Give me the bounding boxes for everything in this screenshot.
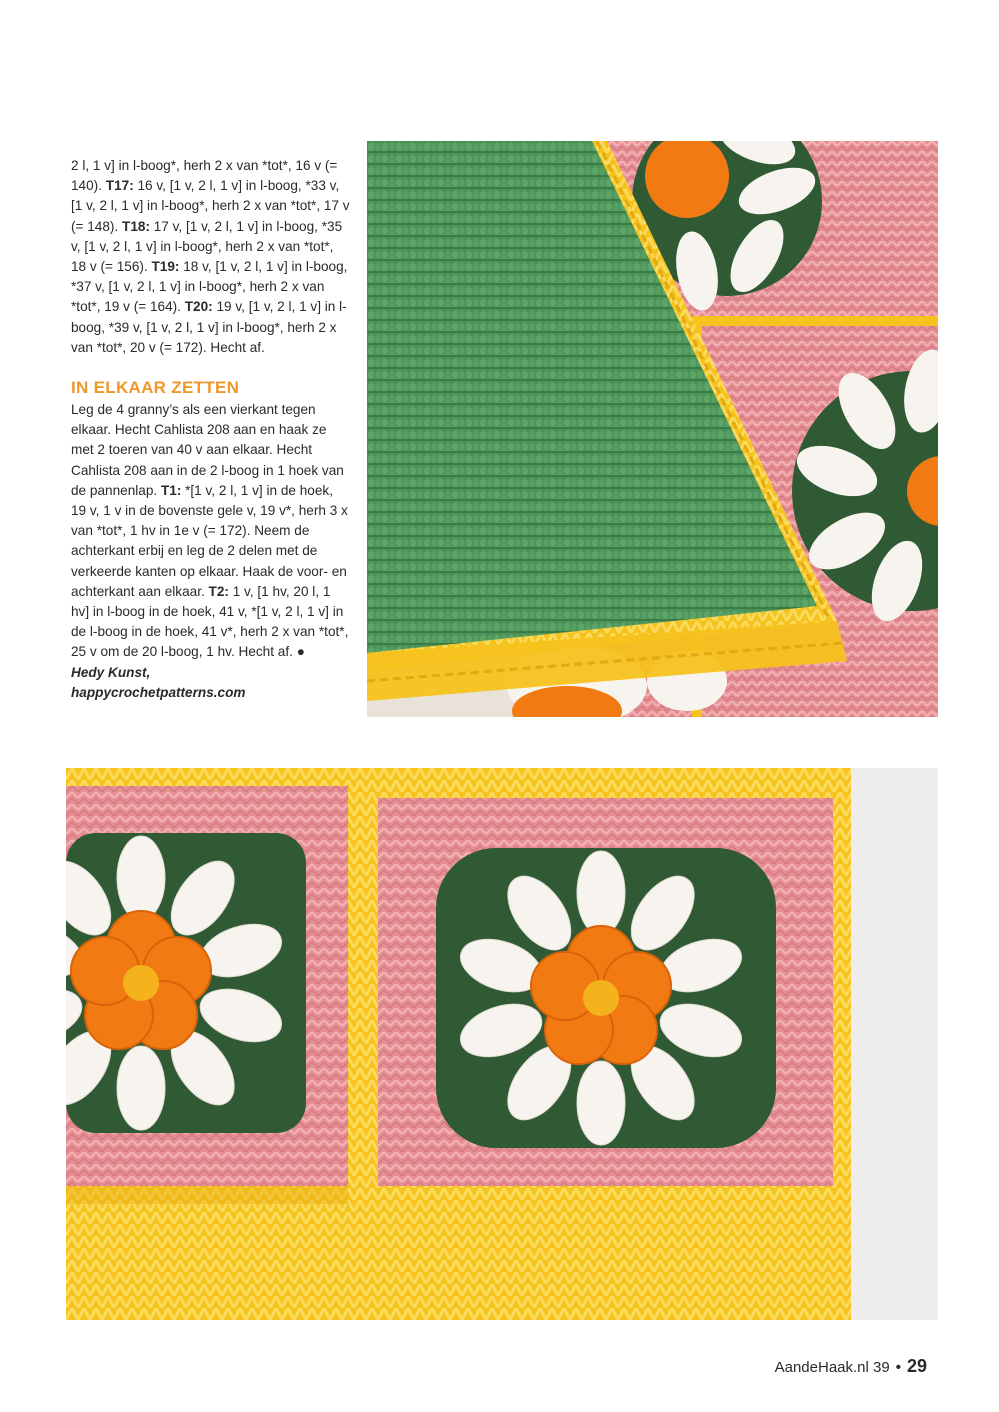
text-run: 2 l, 1 v] in l-boog*, herh 2 x van *tot*, 16 v (= 140). (71, 158, 338, 194)
round-label: T20: (184, 299, 213, 315)
page-footer (775, 1356, 927, 1377)
round-label: T17: (105, 178, 134, 194)
instructions-column (71, 156, 351, 703)
instructions-paragraph-2 (71, 400, 351, 663)
end-bullet-icon: ● (296, 644, 305, 660)
text-run: 1 v, [1 hv, 20 l, 1 hv] in l-boog in de hoek, 41 v, *[1 v, 2 l, 1 v] in de l-boog in de hoek, 41 v*, herh 2 x van *tot*, 25 v om de 20 l-boog, 1 hv. Hecht af. (71, 583, 349, 660)
page-number: 29 (906, 1356, 927, 1376)
yellow-divider (348, 786, 378, 1216)
photo-granny-squares (66, 768, 938, 1320)
footer-separator: • (895, 1359, 901, 1376)
text-run: Leg de 4 granny’s als een vierkant tegen elkaar. Hecht Cahlista 208 aan en haak ze met 2 toeren van 40 v aan elkaar. Hecht Cahlista 208 aan in de 2 l-boog in 1 hoek van de pannenlap. (71, 402, 344, 498)
potholder-folded-illustration (367, 141, 938, 717)
section-heading: IN ELKAAR ZETTEN (71, 378, 240, 398)
author-name: Hedy Kunst, (71, 664, 151, 680)
text-run: 17 v, [1 v, 2 l, 1 v] in l-boog, *35 v, [1 v, 2 l, 1 v] in l-boog*, herh 2 x van *tot*, 18 v (= 156). (71, 218, 343, 275)
photo-potholder-folded (367, 141, 938, 717)
instructions-paragraph-1 (71, 156, 351, 358)
magazine-name: AandeHaak.nl 39 (774, 1359, 890, 1376)
text-run: 16 v, [1 v, 2 l, 1 v] in l-boog, *33 v, [1 v, 2 l, 1 v] in l-boog*, herh 2 x van *tot*, 17 v (= 148). (71, 178, 350, 234)
yellow-bottom-border (66, 1186, 851, 1320)
text-run: 19 v, [1 v, 2 l, 1 v] in l-boog, *39 v, [1 v, 2 l, 1 v] in l-boog*, herh 2 x van *tot*, 20 v (= 172). Hecht af. (71, 299, 347, 355)
round-label: T2: (208, 583, 229, 599)
author-website: happycrochetpatterns.com (71, 684, 246, 700)
text-run: *[1 v, 2 l, 1 v] in de hoek, 19 v, 1 v in de bovenste gele v, 19 v*, herh 3 x van *tot*, 1 hv in 1e v (= 172). Neem de achterkant erbij en leg de 2 delen met de verkeerde kanten op elkaar. Haak de voor- en achterkant aan elkaar. (71, 482, 348, 599)
text-run: 18 v, [1 v, 2 l, 1 v] in l-boog, *37 v, [1 v, 2 l, 1 v] in l-boog*, herh 2 x van *tot*, 19 v (= 164). (71, 259, 348, 315)
granny-squares-illustration (66, 768, 938, 1320)
round-label: T18: (122, 218, 150, 234)
round-label: T19: (151, 259, 180, 275)
round-label: T1: (160, 482, 182, 498)
